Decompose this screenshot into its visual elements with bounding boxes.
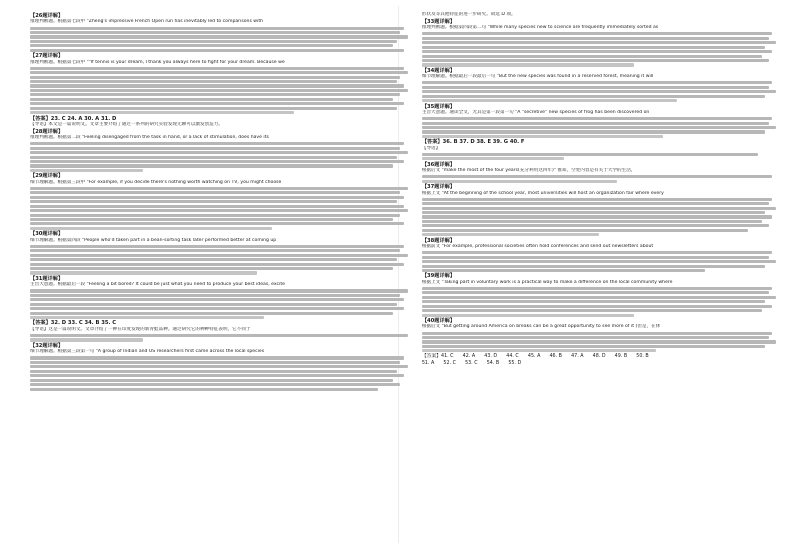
text-line (30, 249, 400, 252)
text-line (422, 340, 776, 343)
text-line (422, 153, 758, 156)
text-line (30, 40, 397, 43)
text-line (422, 99, 677, 102)
text-line (30, 209, 408, 212)
text-line (30, 31, 400, 34)
text-line (422, 41, 776, 44)
text-line (30, 142, 404, 145)
text-line (422, 207, 776, 210)
explanation-body-text (422, 81, 776, 102)
explanation-header: 【26题详解】 (30, 13, 64, 19)
text-line (30, 289, 408, 292)
text-line (422, 287, 773, 290)
text-line (422, 126, 776, 129)
explanation-header: 【36题详解】 (421, 161, 456, 168)
explanation-header: 【答案】32. D 33. C 34. B 35. C (30, 320, 117, 327)
text-line (30, 374, 404, 377)
explanation-block (422, 104, 776, 138)
text-line (422, 233, 599, 236)
text-line (30, 298, 404, 301)
text-line (30, 312, 393, 315)
text-line (422, 37, 769, 40)
text-line (30, 84, 404, 87)
explanation-header: 【40题详解】 (421, 317, 456, 324)
explanation-header: 【34题详解】 (421, 67, 456, 74)
explanation-block (30, 13, 408, 52)
text-line (422, 202, 769, 205)
explanation-block (30, 173, 408, 230)
text-line (422, 332, 773, 335)
right-column (422, 12, 776, 543)
explanation-body-text (30, 356, 408, 390)
text-line (30, 49, 404, 52)
explanation-header: 【答案】23. C 24. A 30. A 31. D (30, 115, 117, 122)
text-line (422, 175, 773, 178)
text-line (422, 55, 762, 58)
explanation-first-line: 细节理解题。根据第三段中 "For example, if you decide there's nothing worth watching on TV, you might choose (30, 179, 282, 185)
explanation-first-line: 推理判断题。根据第四段第二句 "While many species new to science are frequently immediately sorted as (421, 25, 659, 31)
text-line (422, 180, 617, 183)
text-line (422, 260, 776, 263)
text-line (30, 258, 397, 261)
explanation-header: 【39题详解】 (421, 273, 456, 280)
explanation-header: 【31题详解】 (30, 275, 64, 282)
text-line (30, 200, 397, 203)
explanation-body-text (422, 287, 776, 317)
explanation-header: 【37题详解】 (421, 184, 456, 191)
text-line (30, 169, 143, 172)
explanation-body-text (30, 67, 408, 114)
explanation-body-text (422, 332, 776, 353)
text-line (30, 361, 400, 364)
text-line (422, 345, 766, 348)
explanation-body-text (422, 251, 776, 272)
explanation-body-text (30, 27, 408, 52)
text-line (30, 370, 397, 373)
text-line (30, 67, 404, 70)
explanation-block (422, 19, 776, 67)
explanation-header: 【30题详解】 (30, 231, 64, 238)
text-line (422, 349, 656, 352)
text-line (422, 269, 705, 272)
text-line (30, 98, 393, 101)
text-line (422, 46, 766, 49)
text-line (30, 205, 404, 208)
explanation-body-text (422, 32, 776, 66)
text-line (422, 296, 776, 299)
text-line (30, 111, 294, 114)
explanation-block (422, 238, 776, 272)
explanation-block (30, 343, 408, 391)
text-line (30, 334, 408, 337)
text-line (422, 86, 769, 89)
explanation-block (422, 139, 776, 160)
explanation-body-text (30, 142, 408, 172)
text-line (422, 291, 769, 294)
explanation-block (30, 116, 408, 128)
explanation-header: 【答案】36. B 37. D 38. E 39. G 40. F (421, 139, 525, 146)
explanation-first-line: 根据后文 "make the most of the four years(充分利用这四年)" 推知，空处内容是有关于大学的生活， (421, 168, 636, 174)
text-line (30, 383, 400, 386)
text-line (422, 251, 773, 254)
explanation-block (30, 320, 408, 341)
text-line (30, 27, 404, 30)
explanation-header: 【38题详解】 (421, 237, 456, 244)
explanation-body-text (422, 175, 776, 183)
text-line (30, 316, 264, 319)
explanation-first-line: 形状及等其他特征的进一步研究。故选 D 项。 (421, 12, 516, 17)
text-line (30, 245, 404, 248)
explanation-first-line: 【导语】 (421, 145, 441, 151)
text-line (30, 71, 408, 74)
explanation-header: 【27题详解】 (30, 53, 64, 60)
text-line (30, 267, 393, 270)
explanation-first-line: 主旨大意题。根据最后一段 "Feeling a bit bored? It could be just what you need to produce your best ideas, excite (30, 282, 285, 288)
text-line (422, 309, 762, 312)
explanation-body-text (30, 187, 408, 230)
text-line (30, 196, 404, 199)
text-line (422, 50, 773, 53)
explanation-first-line: 推理判断题。根据第七段中 "Zheng's impressive French Open run has inevitably led to comparisons with (30, 19, 264, 25)
text-line (422, 130, 766, 133)
text-line (30, 102, 404, 105)
explanation-first-line: 细节理解题。根据第三段第一句 "A group of Indian and US researchers first came across the local species (30, 349, 265, 355)
text-line (30, 156, 397, 159)
explanation-first-line: 根据后文 "But getting around America on breaks can be a great opportunity to see more of it (但是，在休 (421, 324, 661, 330)
text-line (30, 222, 404, 225)
explanation-block (422, 184, 776, 236)
text-line (422, 300, 766, 303)
text-line (422, 336, 769, 339)
explanation-block (422, 12, 776, 18)
explanation-first-line: 【导语】这是一篇说明文。文章介绍了一种在印度发现的新青蛙品种。通过研究它的种种特征表明，它不同于 (30, 326, 251, 332)
text-line (30, 254, 408, 257)
text-line (422, 256, 769, 259)
explanation-header: 【33题详解】 (421, 18, 456, 25)
text-line (422, 95, 766, 98)
text-line (30, 227, 272, 230)
explanation-header: 【35题详解】 (421, 103, 456, 110)
text-line (422, 215, 773, 218)
text-line (30, 191, 400, 194)
text-line (422, 135, 663, 138)
explanation-body-text (422, 198, 776, 237)
explanation-first-line: 根据上文 "Taking part in voluntary work is a practical way to make a difference on the local community where (421, 279, 673, 285)
text-line (30, 93, 400, 96)
explanation-block (30, 129, 408, 172)
text-line (422, 117, 773, 120)
text-line (30, 307, 404, 310)
text-line (30, 379, 393, 382)
explanation-first-line: 根据上文 "At the beginning of the school year, most universities will host an organization fair where every (421, 190, 664, 196)
text-line (30, 147, 400, 150)
text-line (30, 107, 397, 110)
explanation-header: 【28题详解】 (30, 128, 64, 135)
explanation-first-line: 细节理解题。根据第四段 "People who'd taken part in a bean-sorting task later performed better at coming up (30, 237, 277, 243)
explanation-block (30, 53, 408, 114)
text-line (30, 160, 404, 163)
text-line (422, 211, 766, 214)
text-line (30, 80, 397, 83)
explanation-body-text (422, 153, 776, 161)
text-line (30, 338, 143, 341)
explanation-block (422, 68, 776, 102)
text-line (30, 303, 397, 306)
explanation-body-text (30, 245, 408, 275)
text-line (30, 263, 404, 266)
explanation-header: 【29题详解】 (30, 173, 64, 180)
text-line (422, 220, 762, 223)
explanation-block (422, 318, 776, 352)
answer-key (422, 354, 776, 366)
explanation-block (422, 162, 776, 183)
text-line (30, 35, 408, 38)
text-line (422, 90, 776, 93)
text-line (30, 218, 393, 221)
text-line (422, 314, 634, 317)
answer-key-row-1: 【答案】41. C 42. A 43. D 44. C 45. A 46. B 47. A 48. D 49. B 50. B (421, 354, 649, 360)
explanation-body-text (30, 334, 408, 342)
text-line (422, 157, 564, 160)
text-line (422, 81, 773, 84)
explanation-first-line: 【导语】本文是一篇说明文。文章主要介绍了通过一系列的研究实验发现无聊可以激发创造力。 (30, 121, 223, 127)
two-column-layout (30, 12, 776, 543)
text-line (422, 265, 766, 268)
text-line (422, 122, 769, 125)
text-line (30, 164, 393, 167)
explanation-block (30, 231, 408, 274)
text-line (30, 388, 378, 391)
text-line (422, 198, 773, 201)
right-column-blocks (422, 12, 776, 352)
text-line (30, 187, 408, 190)
explanation-header: 【32题详解】 (30, 342, 64, 349)
explanation-first-line: 根据前文 "For example, professional societies often hold conferences and send out newsletters about (421, 244, 654, 250)
text-line (422, 224, 769, 227)
explanation-first-line: 细节理解题。根据最后一段最后一句 "But the new species was found in a reserved forest, meaning it will (421, 74, 654, 80)
text-line (30, 294, 400, 297)
explanation-body-text (30, 289, 408, 319)
text-line (30, 356, 404, 359)
text-line (30, 44, 393, 47)
text-line (422, 59, 769, 62)
text-line (30, 365, 408, 368)
text-line (422, 63, 634, 66)
explanation-first-line: 主旨大意题。通读全文，尤其是第一段第一句 "A "secretive" new species of frog has been discovered on (421, 109, 650, 115)
explanation-first-line: 推理判断题。根据第七段中 ""If tennis is your dream, I thank you always here to fight for your dream. Because we (30, 59, 285, 65)
text-line (30, 89, 408, 92)
text-line (422, 305, 773, 308)
text-line (30, 151, 408, 154)
text-line (30, 76, 400, 79)
explanation-first-line: 推理判断题。根据第二段 "Feeling disengaged from the task in hand, or a lack of stimulation, does have its (30, 135, 269, 141)
text-line (422, 32, 773, 35)
explanation-body-text (422, 117, 776, 138)
left-column (30, 12, 408, 543)
explanation-block (30, 276, 408, 319)
answer-key-row-2: 51. A 52. C 53. C 54. B 55. D (421, 360, 522, 366)
explanation-block (422, 273, 776, 316)
text-line (30, 271, 257, 274)
text-line (422, 229, 748, 232)
text-line (30, 214, 400, 217)
